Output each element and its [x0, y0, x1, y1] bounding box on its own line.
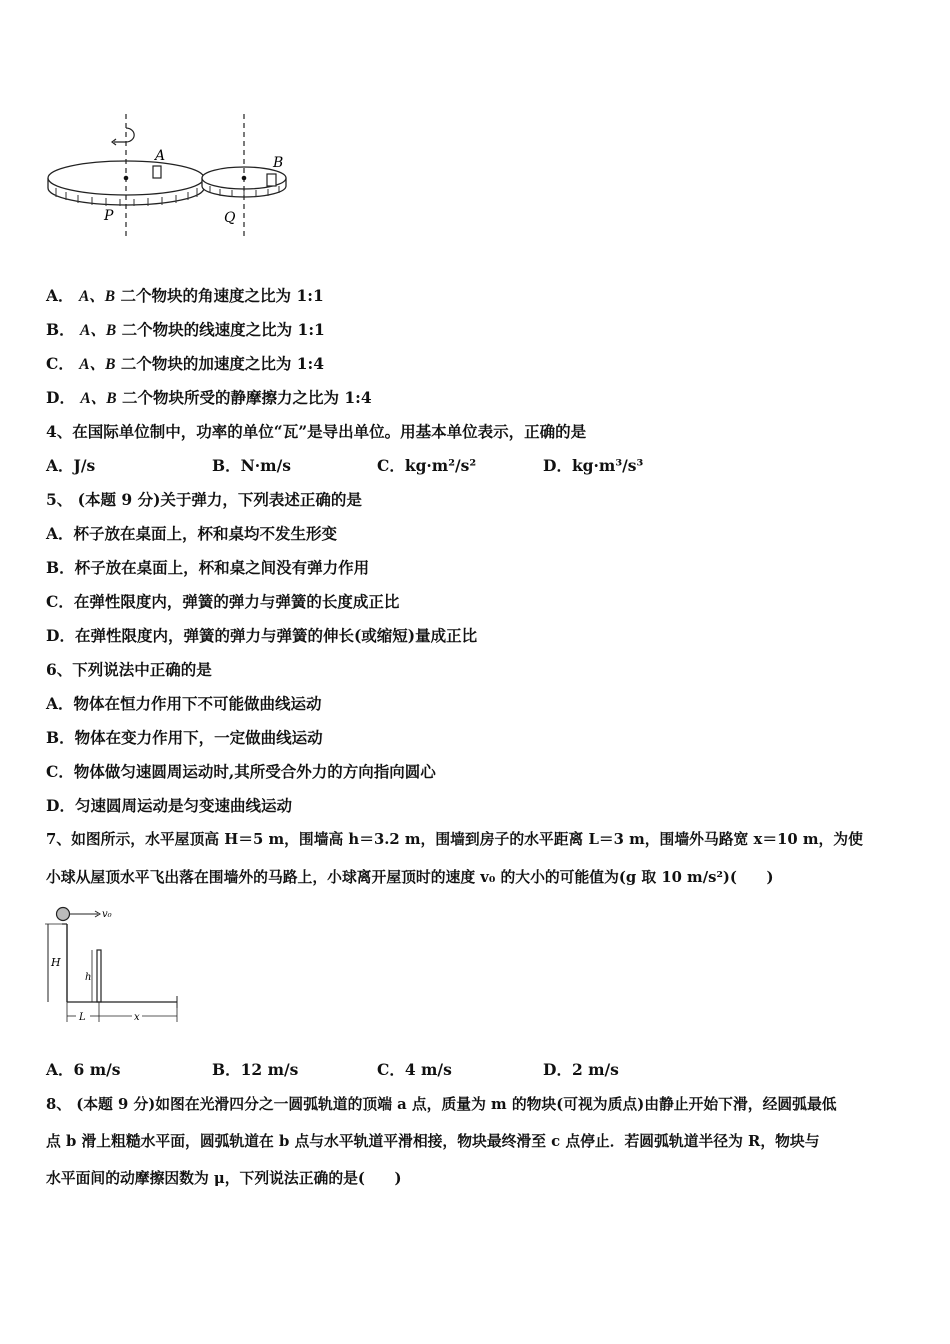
- label-L: L: [79, 1012, 86, 1023]
- q8-stem-line3: 水平面间的动摩擦因数为 μ，下列说法正确的是( ): [46, 1170, 402, 1187]
- q4-option-d[interactable]: D．kg·m³/s³: [543, 456, 644, 475]
- q5-option-b[interactable]: B．杯子放在桌面上，杯和桌之间没有弹力作用: [46, 558, 370, 577]
- q5-stem: 5、 (本题 9 分)关于弹力，下列表述正确的是: [46, 490, 362, 509]
- q3-option-d[interactable]: D． A、B 二个物块所受的静摩擦力之比为 1:4: [46, 388, 372, 407]
- q6-option-d[interactable]: D．匀速圆周运动是匀变速曲线运动: [46, 796, 292, 815]
- q7-stem-line1: 7、如图所示，水平屋顶高 H＝5 m，围墙高 h＝3.2 m，围墙到房子的水平距离 L＝3 m，围墙外马路宽 x＝10 m，为使: [46, 831, 863, 848]
- label-h: h: [85, 972, 92, 983]
- label-H: H: [51, 956, 61, 969]
- q7-option-a[interactable]: A．6 m/s: [46, 1060, 121, 1079]
- q7-option-d[interactable]: D．2 m/s: [543, 1060, 619, 1079]
- q4-option-a[interactable]: A．J/s: [46, 456, 96, 475]
- q6-option-c[interactable]: C．物体做匀速圆周运动时,其所受合外力的方向指向圆心: [46, 762, 436, 781]
- q5-option-d[interactable]: D．在弹性限度内，弹簧的弹力与弹簧的伸长(或缩短)量成正比: [46, 626, 478, 645]
- q6-option-b[interactable]: B．物体在变力作用下，一定做曲线运动: [46, 728, 323, 747]
- rotating-discs-figure: [40, 108, 310, 243]
- block-a: [153, 166, 161, 178]
- q3-option-c[interactable]: C． A、B 二个物块的加速度之比为 1:4: [46, 354, 325, 373]
- q7-option-b[interactable]: B．12 m/s: [212, 1060, 299, 1079]
- label-q: Q: [224, 210, 236, 226]
- q6-stem: 6、下列说法中正确的是: [46, 660, 212, 679]
- label-p: P: [104, 208, 114, 224]
- q4-stem: 4、在国际单位制中，功率的单位“瓦”是导出单位。用基本单位表示，正确的是: [46, 422, 587, 441]
- block-b: [267, 174, 276, 186]
- q5-option-c[interactable]: C．在弹性限度内，弹簧的弹力与弹簧的长度成正比: [46, 592, 400, 611]
- label-a: A: [155, 148, 166, 164]
- q3-option-b[interactable]: B． A、B 二个物块的线速度之比为 1:1: [46, 320, 325, 339]
- q5-option-a[interactable]: A．杯子放在桌面上，杯和桌均不发生形变: [46, 524, 338, 543]
- q8-stem-line2: 点 b 滑上粗糙水平面，圆弧轨道在 b 点与水平轨道平滑相接，物块最终滑至 c 点停止．若圆弧轨道半径为 R，物块与: [46, 1133, 820, 1150]
- q8-stem-line1: 8、 (本题 9 分)如图在光滑四分之一圆弧轨道的顶端 a 点，质量为 m 的物块(可视为质点)由静止开始下滑，经圆弧最低: [46, 1096, 837, 1113]
- q4-option-c[interactable]: C．kg·m²/s²: [377, 456, 477, 475]
- rotation-arrow-icon: [114, 128, 134, 142]
- ball: [57, 908, 70, 921]
- q4-option-b[interactable]: B．N·m/s: [212, 456, 291, 475]
- q6-option-a[interactable]: A．物体在恒力作用下不可能做曲线运动: [46, 694, 322, 713]
- wall: [97, 950, 101, 1002]
- label-b: B: [273, 155, 284, 171]
- label-v0: v₀: [102, 909, 112, 920]
- q7-option-c[interactable]: C．4 m/s: [377, 1060, 452, 1079]
- projectile-figure: [40, 900, 185, 1030]
- q3-option-a[interactable]: A． A、B 二个物块的角速度之比为 1:1: [46, 286, 324, 305]
- q7-stem-line2: 小球从屋顶水平飞出落在围墙外的马路上，小球离开屋顶时的速度 v₀ 的大小的可能值为(g 取 10 m/s²)( ): [46, 869, 774, 886]
- label-x: x: [134, 1012, 140, 1023]
